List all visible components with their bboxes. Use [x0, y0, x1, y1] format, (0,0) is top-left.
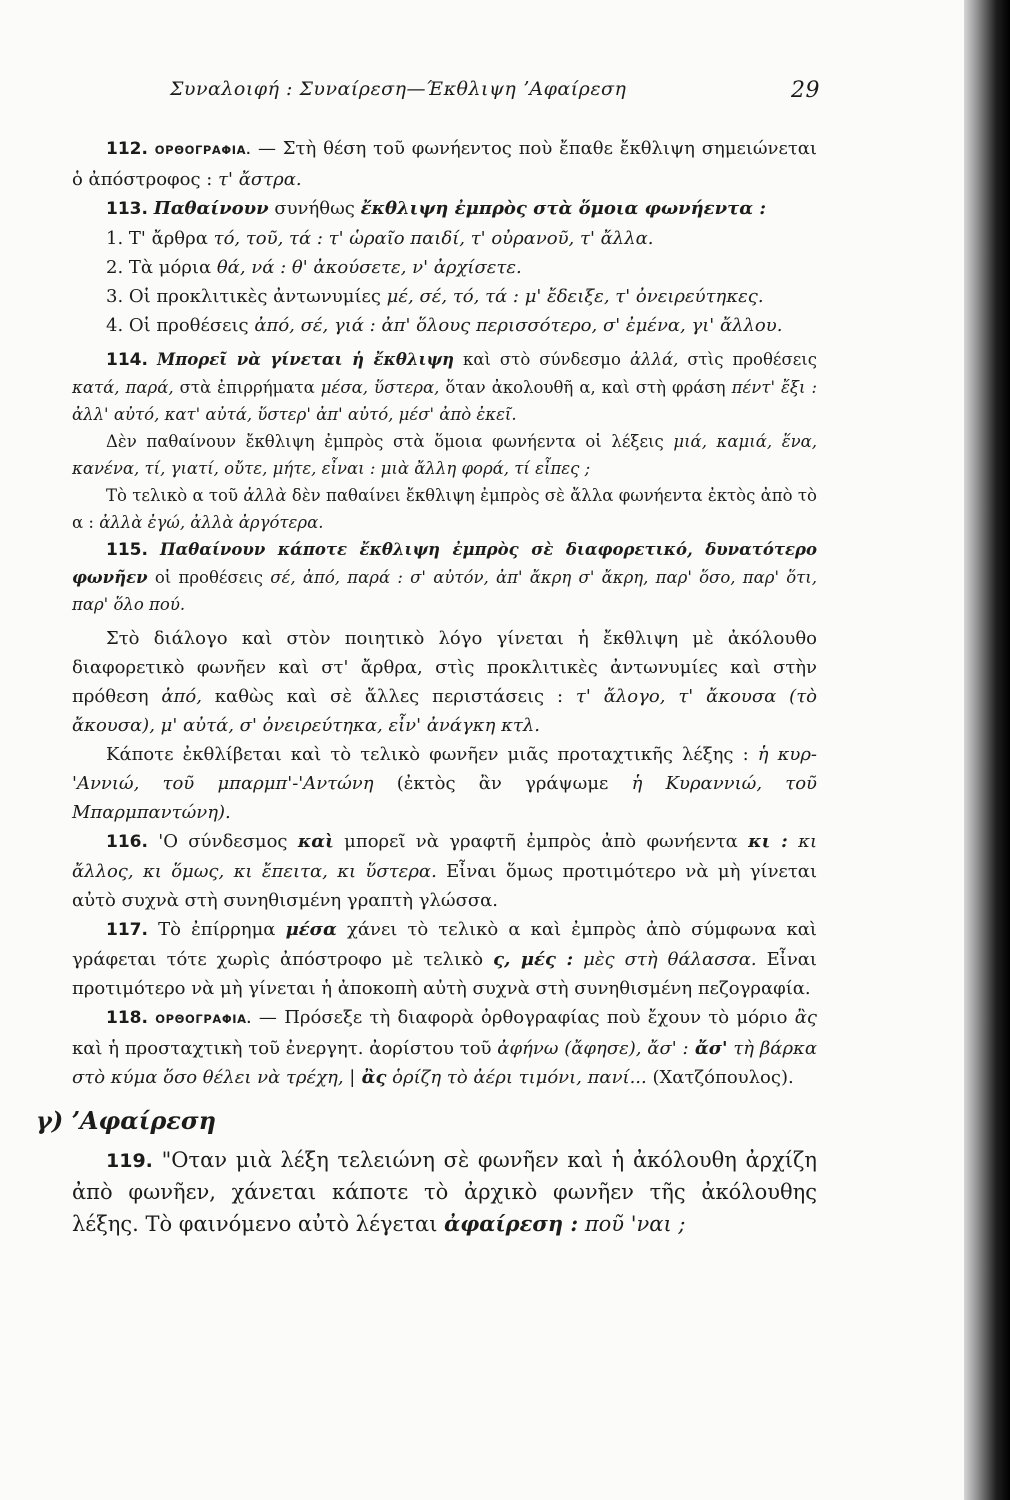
list-item-example: ἀπό, σέ, γιά : ἀπ' ὅλους περισσότερο, σ' ἐμένα, γι' ἄλλου. — [254, 315, 783, 336]
paragraph-text: καθὼς καὶ σὲ ἄλλες περιστάσεις : — [201, 686, 576, 707]
section-number: 117. — [106, 920, 148, 940]
example-text: ποῦ 'ναι ; — [578, 1212, 686, 1236]
paragraph-text: καὶ ἡ προσταχτικὴ τοῦ ἐνεργητ. ἀορίστου τοῦ — [72, 1038, 498, 1059]
paragraph-text: Τὸ ἐπίρρημα — [158, 919, 286, 940]
page-edge-shadow — [964, 0, 1010, 1500]
section-label: ΟΡΘΟΓΡΑΦΙΑ. — [155, 1012, 252, 1026]
paragraph-text: στὰ ἐπιρρήματα — [173, 378, 321, 397]
section-number: 119. — [106, 1150, 153, 1172]
example-text: μὲς στὴ θάλασσα. — [573, 949, 757, 970]
paragraph-115-c — [72, 740, 817, 827]
paragraph-text: Δὲν παθαίνουν ἔκθλιψη ἐμπρὸς στὰ ὅμοια φωνήεντα οἱ λέξεις — [106, 432, 674, 451]
paragraph-text: Τὸ τελικὸ α τοῦ — [106, 486, 244, 505]
paragraph-text: Κάποτε ἐκθλίβεται καὶ τὸ τελικὸ φωνῆεν μιᾶς προταχτικῆς λέξης : — [106, 744, 758, 765]
example-text: τὴ βάρκα στὸ κύμα ὅσο θέλει νὰ τρέχη, | — [72, 1038, 817, 1088]
list-item-text: 1. Τ' ἄρθρα — [106, 228, 214, 249]
section-114 — [72, 346, 817, 618]
example-text: ἀφήνω (ἄφησε), ἄσ' : — [497, 1038, 689, 1059]
paragraph-117 — [72, 915, 817, 1003]
paragraph-text: δὲν παθαίνει ἔκθλιψη ἐμπρὸς σὲ ἄλλα φωνήεντα ἐκτὸς ἀπὸ τὸ α : — [72, 486, 817, 532]
example-text: μέσα — [285, 919, 337, 940]
paragraph-text: Εἶναι προτιμότερο νὰ μὴ γίνεται ἡ ἀποκοπὴ αὐτὴ συχνὰ στὴ συνηθισμένη πεζογραφία. — [72, 949, 817, 999]
lead-text: Μπορεῖ νὰ γίνεται ἡ ἔκθλιψη — [156, 350, 455, 369]
running-header — [170, 78, 820, 103]
emphasis-text: κι : — [748, 831, 788, 852]
example-text: μιά, καμιά, ἕνα, κανένα, τί, γιατί, οὔτε, μήτε, εἶναι : μιὰ ἄλλη φορά, τί εἶπες ; — [72, 432, 817, 478]
lead-text: Παθαίνουν — [153, 198, 269, 219]
example-text: μέσα, ὕστερα, — [320, 378, 440, 397]
section-label: ΟΡΘΟΓΡΑΦΙΑ. — [154, 143, 252, 157]
example-text: κατά, παρά, — [72, 378, 174, 397]
list-item-example: τό, τοῦ, τά : τ' ὡραῖο παιδί, τ' οὐρανοῦ, τ' ἄλλα. — [213, 228, 654, 249]
paragraph-115-b — [72, 624, 817, 740]
paragraph-113 — [72, 194, 817, 224]
list-item — [72, 253, 817, 282]
section-number: 114. — [106, 350, 148, 370]
list-item — [72, 282, 817, 311]
section-heading: γ) ʼΑφαίρεση — [36, 1106, 217, 1135]
paragraph-114-c — [72, 482, 817, 536]
paragraph-text: οἱ προθέσεις — [147, 568, 271, 587]
paragraph-text: (Χατζόπουλος). — [646, 1067, 794, 1088]
paragraph-text: χάνει τὸ τελικὸ α καὶ ἐμπρὸς ἀπὸ σύμφωνα καὶ γράφεται τότε χωρὶς ἀπόστροφο μὲ τελικὸ — [72, 919, 817, 970]
paragraph-text: ὅταν ἀκολουθῆ α, καὶ στὴ φράση — [439, 378, 732, 397]
example-text: ἀπό, — [161, 686, 202, 707]
paragraph-119 — [72, 1145, 817, 1240]
example-text: ἡ Κυραννιώ, τοῦ Μπαρμπαντώνη). — [72, 773, 818, 823]
example-text: τ' ἄλογο, τ' ἄκουσα (τὸ ἄκουσα), μ' αὐτά, σ' ὀνειρεύτηκα, εἶν' ἀνάγκη κτλ. — [72, 686, 817, 736]
list-item-text: 2. Τὰ μόρια — [106, 257, 217, 278]
paragraph-text: στὶς προθέσεις — [678, 350, 817, 369]
example-text: ἡ κυρ-'Αννιώ, τοῦ μπαρμπ'-'Αντώνη — [72, 744, 817, 794]
emphasis-text: ἄσ' — [688, 1038, 728, 1059]
page-body — [36, 134, 818, 1240]
paragraph-116 — [72, 827, 817, 915]
running-title: Συναλοιφή : Συναίρεση—Έκθλιψη ʼΑφαίρεση — [170, 78, 627, 100]
list-item-example: μέ, σέ, τό, τά : μ' ἔδειξε, τ' ὀνειρεύτηκες. — [386, 286, 764, 307]
paragraph-text: (ἐκτὸς ἂν γράψωμε — [373, 773, 632, 794]
paragraph-115 — [72, 536, 817, 618]
paragraph-text: Στὸ διάλογο καὶ στὸν ποιητικὸ λόγο γίνεται ἡ ἔκθλιψη μὲ ἀκόλουθο διαφορετικὸ φωνῆεν καὶ στ' ἄρθρα, στὶς προκλιτικὲς ἀντωνυμίες καὶ στὴν πρόθεση — [72, 628, 817, 707]
emphasis-text: καὶ — [297, 831, 334, 852]
section-number: 113. — [106, 199, 148, 219]
example-text: σέ, ἀπό, παρά : σ' αὐτόν, ἀπ' ἄκρη σ' ἄκρη, παρ' ὅσο, παρ' ὅτι, παρ' ὅλο πού. — [72, 568, 818, 614]
list-item-text: 3. Οἱ προκλιτικὲς ἀντωνυμίες — [106, 286, 387, 307]
example-text: ἀλλὰ ἐγώ, ἀλλὰ ἀργότερα. — [99, 513, 324, 532]
example-text: κι ἄλλος, κι ὅμως, κι ἔπειτα, κι ὕστερα. — [72, 831, 818, 882]
lead-text: Παθαίνουν κάποτε ἔκθλιψη ἐμπρὸς σὲ διαφορετικό, δυνατότερο φωνῆεν — [72, 540, 818, 587]
paragraph-118 — [72, 1003, 817, 1092]
paragraph-text: Εἶναι ὅμως προτιμότερο νὰ μὴ γίνεται αὐτὸ συχνὰ στὴ συνηθισμένη γραπτὴ γλώσσα. — [72, 861, 818, 911]
section-number: 115. — [106, 540, 148, 560]
example-text: ἂς — [794, 1007, 817, 1028]
example-text: ὁρίζη τὸ ἀέρι τιμόνι, πανί... — [386, 1067, 647, 1088]
example-text: ἀλλὰ — [243, 486, 287, 505]
emphasis-text: ς, μές : — [493, 949, 574, 970]
list-item-example: θά, νά : θ' ἀκούσετε, ν' ἀρχίσετε. — [216, 257, 522, 278]
emphasis-text: ἂς — [355, 1067, 387, 1088]
example-text: ἀλλά, — [629, 350, 679, 369]
paragraph-text: μπορεῖ νὰ γραφτῆ ἐμπρὸς ἀπὸ φωνήεντα — [333, 831, 749, 852]
example-text: πέντ' ἔξι : ἀλλ' αὐτό, κατ' αὐτά, ὕστερ' ἀπ' αὐτό, μέσ' ἀπὸ ἐκεῖ. — [72, 378, 818, 424]
paragraph-text: — Πρόσεξε τὴ διαφορὰ ὀρθογραφίας ποὺ ἔχουν τὸ μόριο — [251, 1007, 795, 1028]
paragraph-text: "Οταν μιὰ λέξη τελειώνη σὲ φωνῆεν καὶ ἡ ἀκόλουθη ἀρχίζη ἀπὸ φωνῆεν, χάνεται κάποτε τὸ ἀρχικὸ φωνῆεν τῆς ἀκόλουθης λέξης. Τὸ φαινόμενο αὐτὸ λέγεται — [72, 1148, 817, 1236]
example-text: τ' ἄστρα. — [218, 169, 302, 190]
lead-text: ἔκθλιψη ἐμπρὸς στὰ ὅμοια φωνήεντα : — [360, 198, 766, 219]
list-item-text: 4. Οἱ προθέσεις — [106, 315, 255, 336]
emphasis-text: ἀφαίρεση : — [444, 1211, 579, 1236]
paragraph-114-b — [72, 428, 817, 482]
section-number: 116. — [106, 832, 148, 852]
page-number: 29 — [791, 78, 820, 103]
paragraph-text: — Στὴ θέση τοῦ φωνήεντος ποὺ ἔπαθε ἔκθλιψη σημειώνεται ὁ ἀπόστροφος : — [72, 138, 817, 190]
paragraph-text: 'Ο σύνδεσμος — [158, 831, 298, 852]
paragraph-text: συνήθως — [268, 198, 361, 219]
paragraph-112 — [72, 134, 817, 194]
section-number: 112. — [106, 139, 148, 159]
paragraph-text: καὶ στὸ σύνδεσμο — [454, 350, 630, 369]
paragraph-114 — [72, 346, 817, 428]
list-item — [72, 311, 817, 340]
section-number: 118. — [106, 1008, 148, 1028]
list-item — [72, 224, 817, 253]
